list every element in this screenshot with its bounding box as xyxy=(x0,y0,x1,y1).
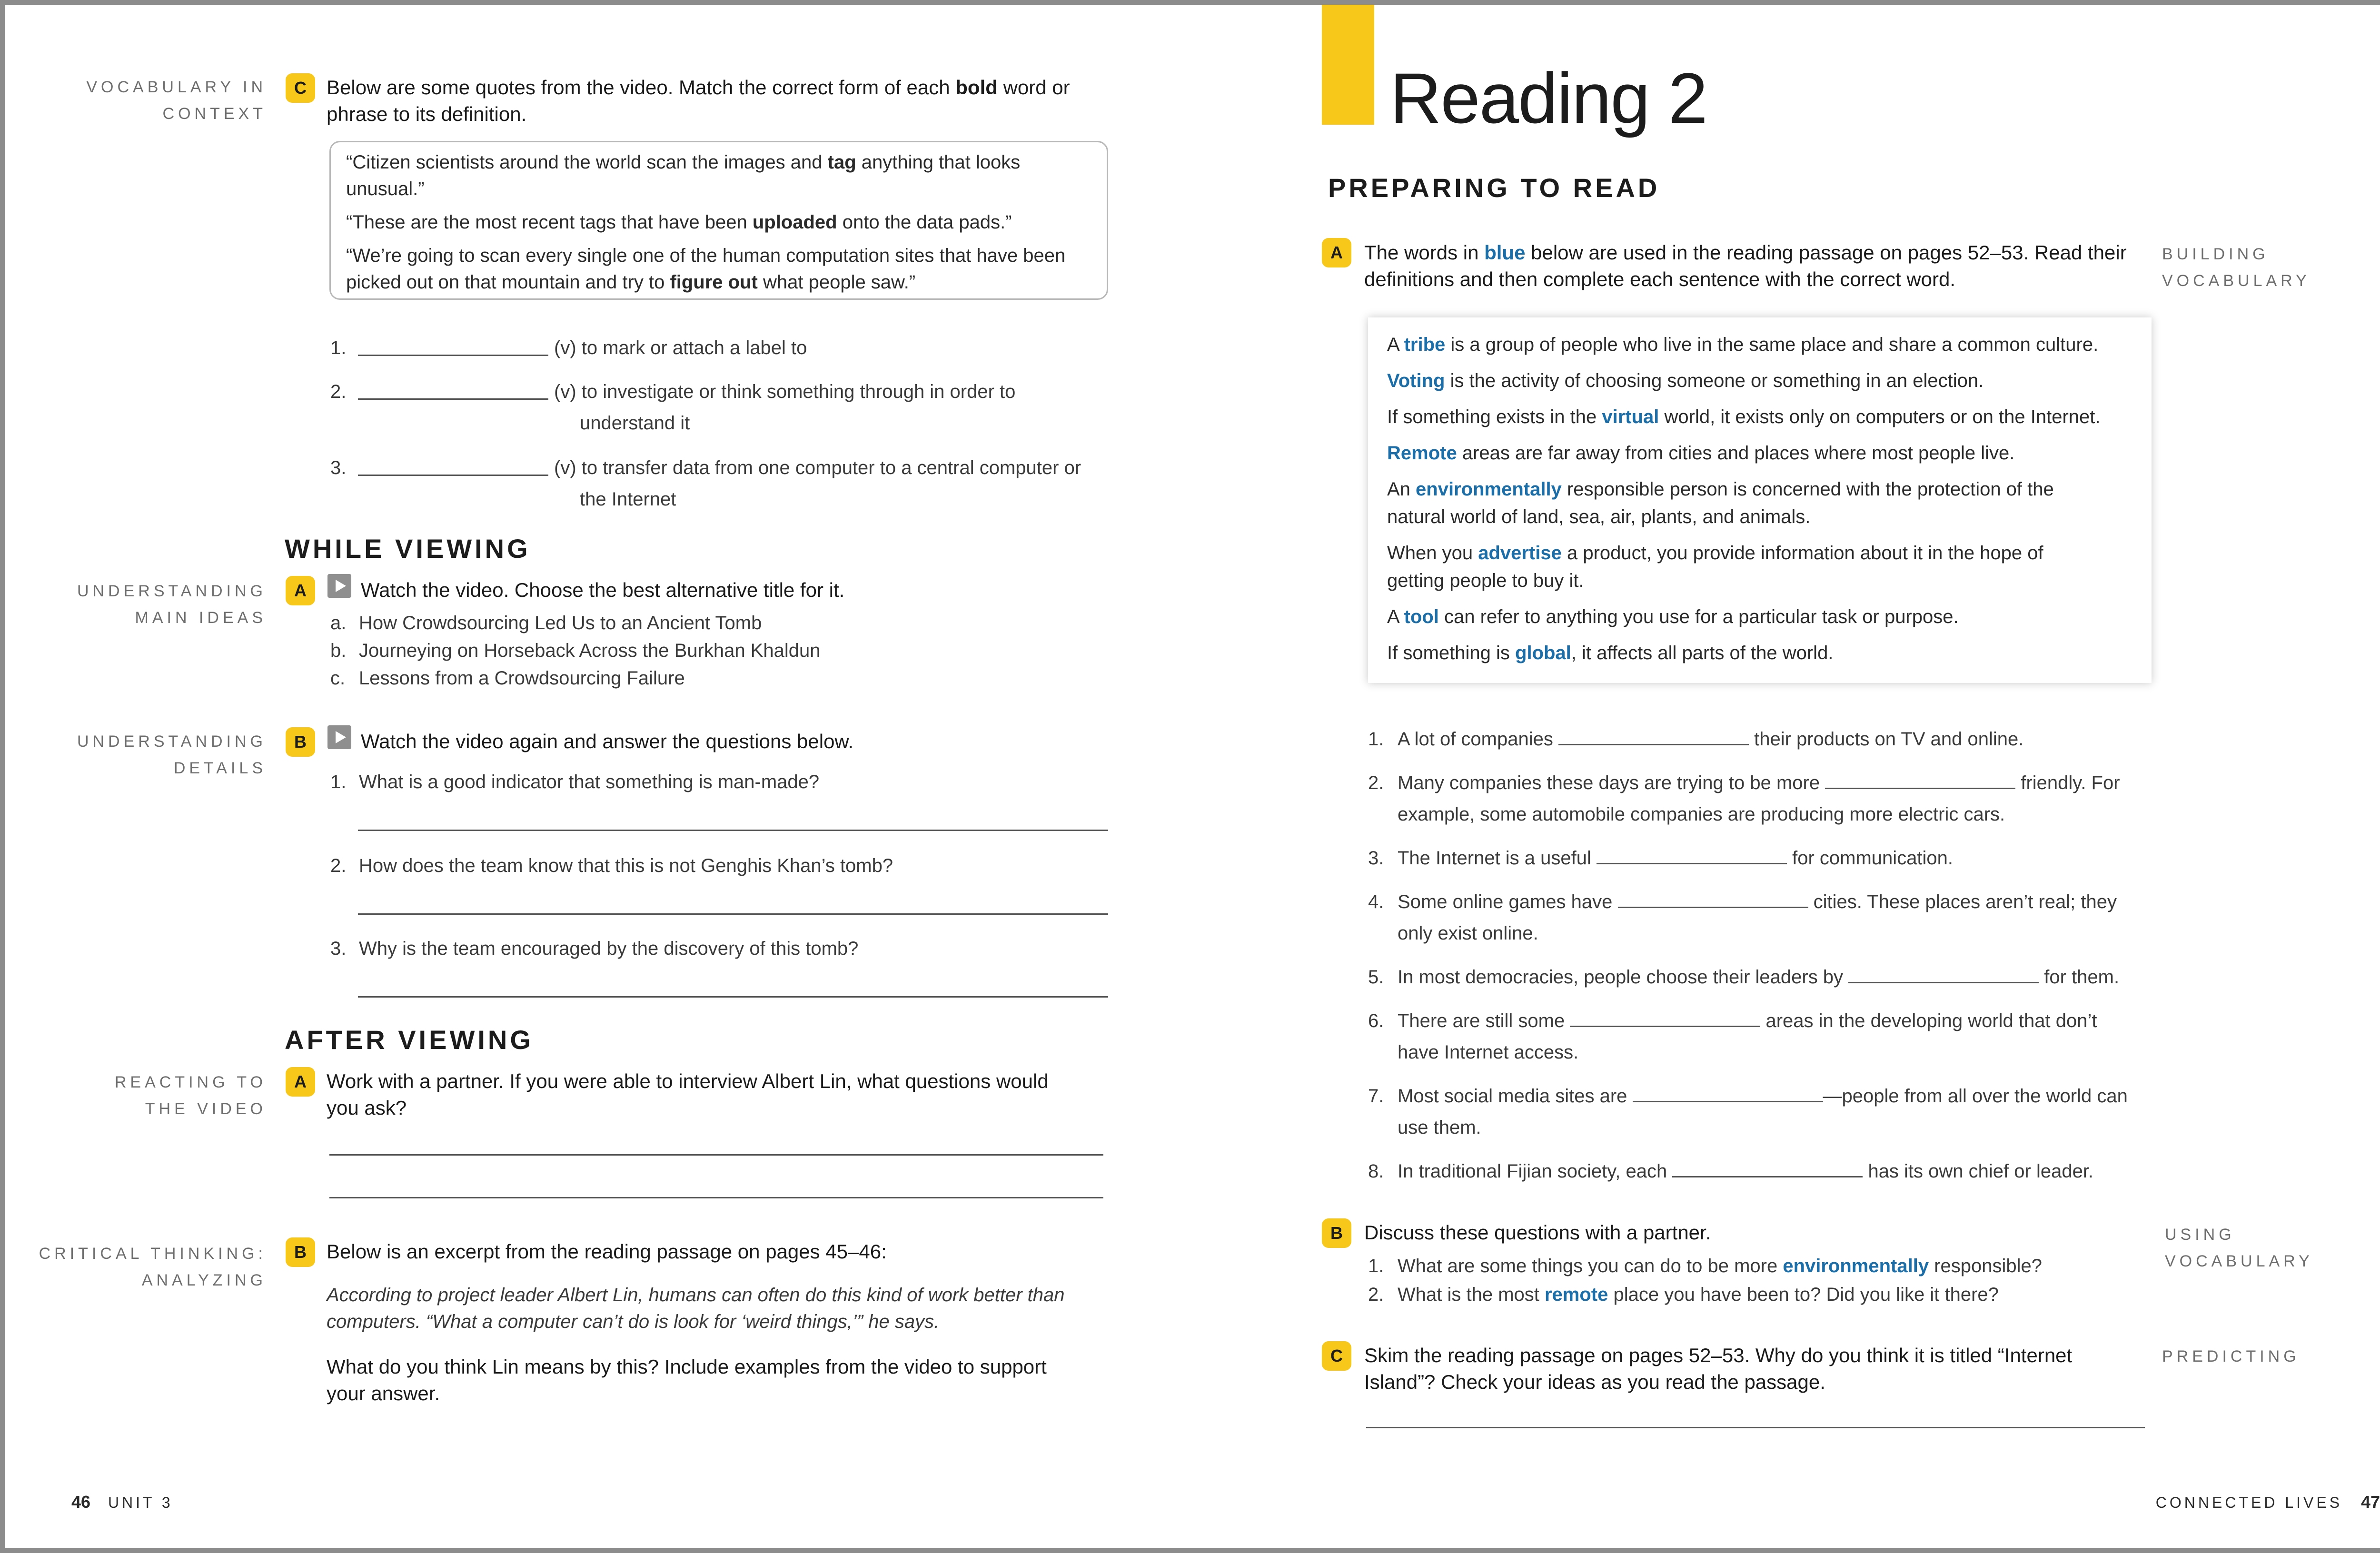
discussion-question xyxy=(1368,1280,2042,1309)
sentence-number: 3. xyxy=(1368,848,1384,869)
badge-a: A xyxy=(286,1067,315,1097)
label-line: CRITICAL THINKING: xyxy=(39,1245,267,1263)
option-a[interactable] xyxy=(330,609,820,637)
quote-text: picked out on that mountain and try to xyxy=(346,272,670,293)
building-vocabulary-label xyxy=(2162,241,2311,294)
question-number: 2. xyxy=(330,855,347,876)
sentence-text: The Internet is a useful xyxy=(1398,848,1597,869)
after-a-instruction xyxy=(327,1068,1112,1121)
vocab-def xyxy=(1387,439,2132,467)
instr-text: your answer. xyxy=(327,1382,440,1405)
sentence-item xyxy=(1368,886,2158,949)
def-text: a product, you provide information about it in the hope of xyxy=(1561,543,2043,564)
question-number: 1. xyxy=(330,772,347,792)
understanding-main-ideas-label xyxy=(57,578,267,631)
vocab-word: virtual xyxy=(1602,406,1659,427)
sentence-text: A lot of companies xyxy=(1398,729,1558,750)
vocab-word: environmentally xyxy=(1416,479,1562,500)
quote-text: “We’re going to scan every single one of the human computation sites that have been xyxy=(346,245,1066,266)
instr-text: phrase to its definition. xyxy=(327,103,527,125)
excerpt-text: According to project leader Albert Lin, humans can often do this kind of work better than xyxy=(327,1285,1065,1306)
right-c-instruction xyxy=(1364,1342,2135,1395)
option-text: How Crowdsourcing Led Us to an Ancient Tomb xyxy=(359,613,762,633)
option-letter: c. xyxy=(330,668,346,689)
options-list xyxy=(330,609,820,692)
definition: (v) to mark or attach a label to xyxy=(554,337,807,358)
excerpt-text: computers. “What a computer can’t do is look for ‘weird things,’” he says. xyxy=(327,1311,940,1332)
label-line: DETAILS xyxy=(173,759,267,777)
sentence-item xyxy=(1368,1156,2158,1187)
label-line: THE VIDEO xyxy=(145,1100,267,1118)
sentence-text: In traditional Fijian society, each xyxy=(1398,1161,1673,1182)
after-b-instruction: Below is an excerpt from the reading passage on pages 45–46: xyxy=(327,1240,887,1263)
vocab-def xyxy=(1387,331,2132,358)
answer-blank[interactable] xyxy=(1848,963,2039,983)
quote-text: “These are the most recent tags that have been xyxy=(346,212,753,233)
question-text: What are some things you can do to be more xyxy=(1398,1256,1783,1276)
def-text: getting people to buy it. xyxy=(1387,570,1584,591)
badge-a: A xyxy=(1322,238,1351,267)
instr-blue: blue xyxy=(1484,241,1526,264)
sentence-number: 8. xyxy=(1368,1161,1384,1182)
option-text: Lessons from a Crowdsourcing Failure xyxy=(359,668,685,689)
vocab-def xyxy=(1387,367,2132,395)
def-text: If something is xyxy=(1387,643,1516,663)
right-a-instruction xyxy=(1364,239,2135,293)
def-text: areas are far away from cities and places where most people live. xyxy=(1457,443,2015,464)
item-number: 2. xyxy=(330,381,347,402)
answer-blank[interactable] xyxy=(1618,888,1808,908)
vocab-def xyxy=(1387,475,2132,531)
page-number: 47 xyxy=(2360,1492,2380,1512)
def-text: A xyxy=(1387,606,1404,627)
badge-b: B xyxy=(286,727,315,757)
vocab-word: remote xyxy=(1544,1284,1608,1305)
predicting-label: PREDICTING xyxy=(2162,1347,2300,1365)
reacting-to-video-label xyxy=(57,1069,267,1122)
discussion-question xyxy=(1368,1252,2042,1280)
page-title: Reading 2 xyxy=(1390,58,1707,138)
vocab-def xyxy=(1387,403,2132,431)
vocab-def xyxy=(1387,603,2132,631)
question-number: 3. xyxy=(330,938,347,959)
label-line: VOCABULARY xyxy=(2165,1252,2313,1270)
def-text: is the activity of choosing someone or something in an election. xyxy=(1445,370,1984,391)
sentence-item xyxy=(1368,767,2158,830)
instr-text: Skim the reading passage on pages 52–53. Why do you think it is titled “Internet xyxy=(1364,1344,2073,1366)
left-footer xyxy=(71,1492,173,1512)
label-line: ANALYZING xyxy=(141,1271,267,1289)
vocab-word: Voting xyxy=(1387,370,1445,391)
option-c[interactable] xyxy=(330,664,820,692)
label-line: REACTING TO xyxy=(114,1073,267,1091)
sentence-text: for communication. xyxy=(1787,848,1954,869)
question-text: What is a good indicator that something is man-made? xyxy=(359,772,820,792)
vocabulary-box xyxy=(1368,317,2152,683)
answer-blank[interactable] xyxy=(358,475,548,476)
label-line: VOCABULARY xyxy=(2162,272,2311,290)
answer-blank[interactable] xyxy=(1597,844,1787,864)
sentence-text: In most democracies, people choose their leaders by xyxy=(1398,967,1849,988)
vocab-word: Remote xyxy=(1387,443,1457,464)
instr-text: What do you think Lin means by this? Include examples from the video to support xyxy=(327,1355,1047,1378)
sentence-text: areas in the developing world that don’t xyxy=(1760,1010,2097,1031)
discussion-questions xyxy=(1368,1252,2042,1309)
answer-line[interactable] xyxy=(329,1154,1103,1156)
vocab-word: advertise xyxy=(1478,543,1562,564)
sentence-text: has its own chief or leader. xyxy=(1863,1161,2094,1182)
instr-text: The words in xyxy=(1364,241,1485,264)
while-viewing-heading: WHILE VIEWING xyxy=(285,534,531,564)
quote-box xyxy=(329,141,1108,300)
instr-text: you ask? xyxy=(327,1097,407,1119)
sentence-item xyxy=(1368,1080,2158,1143)
using-vocabulary-label xyxy=(2165,1221,2313,1275)
sentence-item xyxy=(1368,1005,2158,1068)
question-text: How does the team know that this is not Genghis Khan’s tomb? xyxy=(359,855,893,876)
option-b[interactable] xyxy=(330,637,820,664)
after-viewing-heading: AFTER VIEWING xyxy=(285,1025,534,1055)
answer-blank[interactable] xyxy=(358,355,548,356)
quote-bold: uploaded xyxy=(752,212,837,233)
while-a-instruction: Watch the video. Choose the best alternative title for it. xyxy=(361,579,845,601)
instr-text: word or xyxy=(997,76,1070,99)
question-text: Why is the team encouraged by the discovery of this tomb? xyxy=(359,938,859,959)
question-text: responsible? xyxy=(1929,1256,2043,1276)
video-play-icon[interactable] xyxy=(327,725,351,749)
vocab-word: tribe xyxy=(1404,334,1446,355)
quote-text: anything that looks xyxy=(856,152,1021,173)
sentence-item xyxy=(1368,723,2158,755)
sentence-text: only exist online. xyxy=(1398,923,1538,944)
label-line: BUILDING xyxy=(2162,245,2269,263)
def-text: An xyxy=(1387,479,1416,500)
sentence-text: Most social media sites are xyxy=(1398,1086,1633,1107)
option-text: Journeying on Horseback Across the Burkhan Khaldun xyxy=(359,640,821,661)
option-letter: a. xyxy=(330,613,347,633)
unit-title: CONNECTED LIVES xyxy=(2155,1494,2343,1511)
answer-line[interactable] xyxy=(358,996,1108,998)
sentence-text: cities. These places aren’t real; they xyxy=(1808,891,2117,912)
vocab-word: global xyxy=(1515,643,1571,663)
def-text: can refer to anything you use for a particular task or purpose. xyxy=(1438,606,1959,627)
badge-b: B xyxy=(286,1237,315,1267)
label-line: USING xyxy=(2165,1226,2235,1244)
sentence-text: There are still some xyxy=(1398,1010,1570,1031)
instr-text: Island”? Check your ideas as you read the passage. xyxy=(1364,1371,1825,1393)
vocab-def xyxy=(1387,639,2132,667)
definition-cont: understand it xyxy=(580,413,690,434)
option-letter: b. xyxy=(330,640,347,661)
sentence-text: —people from all over the world can xyxy=(1823,1086,2128,1107)
instr-text: definitions and then complete each sentence with the correct word. xyxy=(1364,268,1956,290)
instr-text: Work with a partner. If you were able to interview Albert Lin, what questions would xyxy=(327,1070,1049,1092)
def-text: When you xyxy=(1387,543,1478,564)
answer-line[interactable] xyxy=(358,913,1108,915)
item-number: 1. xyxy=(330,337,347,358)
sentence-list xyxy=(1368,723,2158,1187)
answer-line[interactable] xyxy=(1366,1427,2145,1428)
preparing-heading: PREPARING TO READ xyxy=(1328,173,1660,203)
sentence-text: example, some automobile companies are producing more electric cars. xyxy=(1398,804,2005,825)
definition-cont: the Internet xyxy=(580,489,676,510)
quote-bold: tag xyxy=(827,152,856,173)
sentence-number: 1. xyxy=(1368,729,1384,750)
sentence-item xyxy=(1368,961,2158,993)
sentence-number: 6. xyxy=(1368,1010,1384,1031)
quote-text: “Citizen scientists around the world scan the images and xyxy=(346,152,828,173)
excerpt xyxy=(327,1282,1112,1335)
question-text: What is the most xyxy=(1398,1284,1545,1305)
badge-b: B xyxy=(1322,1218,1351,1248)
instr-text: Below are some quotes from the video. Match the correct form of each xyxy=(327,76,956,99)
vocab-word: tool xyxy=(1404,606,1439,627)
sentence-text: use them. xyxy=(1398,1117,1481,1138)
answer-blank[interactable] xyxy=(1570,1007,1760,1027)
unit-label: UNIT 3 xyxy=(108,1494,173,1511)
def-text: natural world of land, sea, air, plants, and animals. xyxy=(1387,506,1811,527)
answer-blank[interactable] xyxy=(1633,1082,1823,1102)
def-text: A xyxy=(1387,334,1404,355)
after-b-question xyxy=(327,1354,1112,1407)
quote-text: what people saw.” xyxy=(757,272,916,293)
while-b-instruction: Watch the video again and answer the questions below. xyxy=(361,730,854,752)
critical-thinking-label xyxy=(19,1240,267,1294)
definition: (v) to transfer data from one computer to a central computer or xyxy=(554,457,1081,478)
def-text: world, it exists only on computers or on the Internet. xyxy=(1659,406,2101,427)
question-number: 2. xyxy=(1368,1284,1384,1305)
badge-a: A xyxy=(286,576,315,605)
label-line: UNDERSTANDING xyxy=(77,732,267,751)
answer-blank[interactable] xyxy=(1558,725,1749,745)
label-line: CONTEXT xyxy=(162,105,267,123)
sentence-text: have Internet access. xyxy=(1398,1042,1579,1063)
video-play-icon[interactable] xyxy=(327,574,351,598)
label-line: MAIN IDEAS xyxy=(135,609,267,627)
vocab-instruction xyxy=(327,74,1117,128)
quote-text: unusual.” xyxy=(346,178,425,199)
sentence-text: Some online games have xyxy=(1398,891,1618,912)
quote-2 xyxy=(346,209,1091,236)
sentence-number: 2. xyxy=(1368,772,1384,793)
sentence-text: their products on TV and online. xyxy=(1748,729,2024,750)
sentence-number: 7. xyxy=(1368,1086,1384,1107)
right-b-instruction: Discuss these questions with a partner. xyxy=(1364,1221,1711,1244)
sentence-text: Many companies these days are trying to be more xyxy=(1398,772,1825,793)
understanding-details-label xyxy=(57,728,267,781)
instr-bold: bold xyxy=(955,76,998,99)
sentence-text: for them. xyxy=(2039,967,2120,988)
label-line: VOCABULARY IN xyxy=(86,78,267,96)
vocab-def xyxy=(1387,539,2132,594)
question-text: place you have been to? Did you like it there? xyxy=(1608,1284,1999,1305)
answer-blank[interactable] xyxy=(358,398,548,400)
answer-blank[interactable] xyxy=(1672,1157,1863,1177)
def-text: If something exists in the xyxy=(1387,406,1602,427)
sentence-number: 4. xyxy=(1368,891,1384,912)
vocab-word: environmentally xyxy=(1783,1256,1929,1276)
instr-text: below are used in the reading passage on pages 52–53. Read their xyxy=(1525,241,2127,264)
sentence-item xyxy=(1368,842,2158,874)
quote-text: onto the data pads.” xyxy=(837,212,1012,233)
def-text: responsible person is concerned with the protection of the xyxy=(1561,479,2054,500)
def-text: , it affects all parts of the world. xyxy=(1571,643,1834,663)
vocab-in-context-label xyxy=(57,74,267,127)
sentence-text: friendly. For xyxy=(2015,772,2120,793)
answer-line[interactable] xyxy=(329,1197,1103,1198)
sentence-number: 5. xyxy=(1368,967,1384,988)
quote-3 xyxy=(346,242,1091,296)
badge-c: C xyxy=(286,73,315,103)
page-number: 46 xyxy=(71,1492,91,1512)
quote-1 xyxy=(346,149,1091,202)
item-number: 3. xyxy=(330,457,347,478)
answer-line[interactable] xyxy=(358,830,1108,831)
definition: (v) to investigate or think something through in order to xyxy=(554,381,1016,402)
right-footer xyxy=(2152,1492,2380,1512)
label-line: UNDERSTANDING xyxy=(77,582,267,600)
def-text: is a group of people who live in the same place and share a common culture. xyxy=(1445,334,2099,355)
badge-c: C xyxy=(1322,1341,1351,1371)
quote-bold: figure out xyxy=(670,272,758,293)
question-number: 1. xyxy=(1368,1256,1384,1276)
title-accent-bar xyxy=(1322,5,1374,125)
answer-blank[interactable] xyxy=(1825,769,2015,789)
